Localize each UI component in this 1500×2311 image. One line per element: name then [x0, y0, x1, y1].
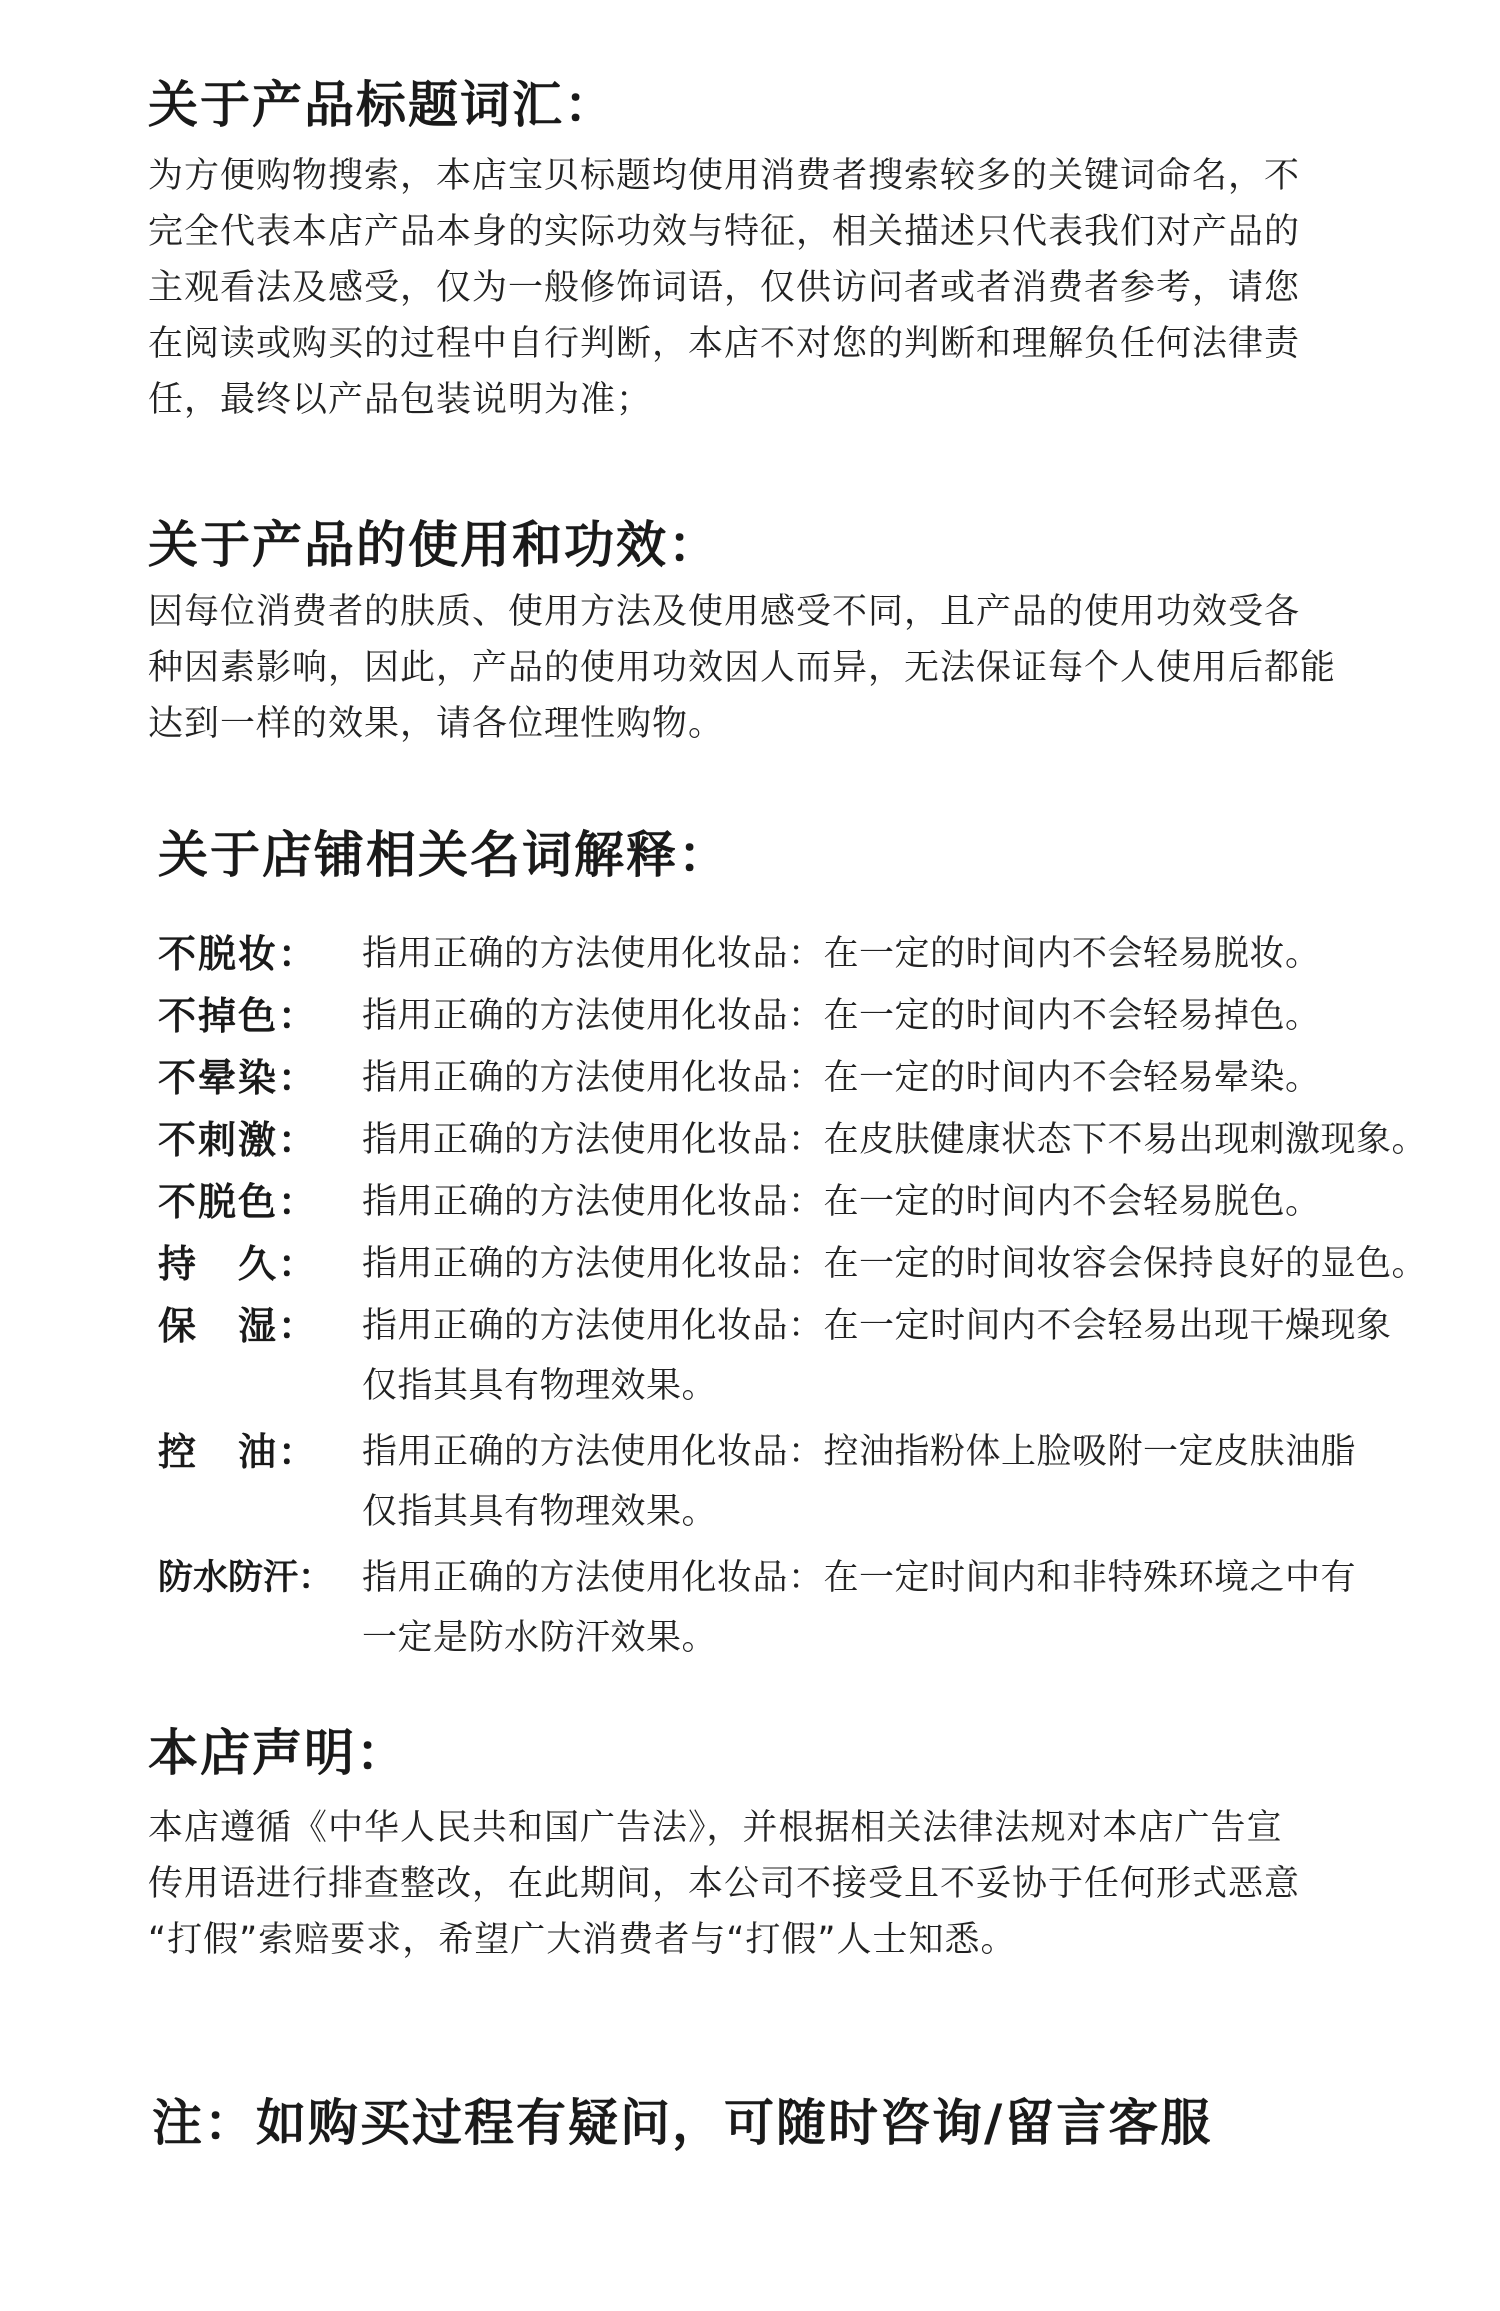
term-label: 不脱妆： — [158, 932, 319, 976]
paragraph-line: 主观看法及感受，仅为一般修饰词语，仅供访问者或者消费者参考，请您 — [148, 268, 1301, 308]
term-row — [158, 1110, 1488, 1172]
term-label — [158, 1296, 318, 1356]
terms-list — [158, 924, 1488, 1674]
term-definition-line: 指用正确的方法使用化妆品：在一定的时间内不会轻易脱色。 — [362, 1182, 1321, 1222]
term-label — [158, 1422, 318, 1482]
term-label-part: 保 — [158, 1304, 199, 1348]
term-label: 不晕染： — [158, 1056, 319, 1100]
term-definition — [362, 1048, 1321, 1108]
paragraph-statement — [148, 1800, 1368, 1968]
term-definition-line: 指用正确的方法使用化妆品：在皮肤健康状态下不易出现刺激现象。 — [362, 1120, 1428, 1160]
term-row — [158, 1548, 1488, 1674]
term-label: 不刺激： — [158, 1118, 319, 1162]
term-label: 不掉色： — [158, 994, 319, 1038]
term-row — [158, 1048, 1488, 1110]
paragraph-line: 达到一样的效果，请各位理性购物。 — [148, 704, 725, 744]
paragraph-line: 因每位消费者的肤质、使用方法及使用感受不同，且产品的使用功效受各 — [148, 592, 1301, 632]
term-definition — [362, 1172, 1321, 1232]
term-definition — [362, 1422, 1356, 1542]
paragraph-line: “打假”索赔要求，希望广大消费者与“打假”人士知悉。 — [148, 1920, 1017, 1960]
paragraph-line: 在阅读或购买的过程中自行判断，本店不对您的判断和理解负任何法律责 — [148, 324, 1301, 364]
term-label: 不脱色： — [158, 1180, 319, 1224]
term-definition-line: 指用正确的方法使用化妆品：在一定的时间妆容会保持良好的显色。 — [362, 1244, 1428, 1284]
paragraph-line: 为方便购物搜索，本店宝贝标题均使用消费者搜索较多的关键词命名，不 — [148, 156, 1301, 196]
paragraph-line: 种因素影响，因此，产品的使用功效因人而异，无法保证每个人使用后都能 — [148, 648, 1337, 688]
term-definition-line: 仅指其具有物理效果。 — [362, 1492, 718, 1532]
paragraph-line: 完全代表本店产品本身的实际功效与特征，相关描述只代表我们对产品的 — [148, 212, 1301, 252]
term-row — [158, 1296, 1488, 1422]
term-definition — [362, 1110, 1427, 1170]
term-definition — [362, 1234, 1427, 1294]
term-row — [158, 986, 1488, 1048]
heading-title-words: 关于产品标题词汇： — [148, 76, 616, 134]
footer-note: 注：如购买过程有疑问，可随时咨询/留言客服 — [152, 2094, 1213, 2152]
paragraph-line: 本店遵循《中华人民共和国广告法》，并根据相关法律法规对本店广告宣 — [148, 1808, 1283, 1848]
term-row — [158, 1172, 1488, 1234]
term-definition-line: 指用正确的方法使用化妆品：在一定的时间内不会轻易脱妆。 — [362, 934, 1321, 974]
term-label-part: 持 — [158, 1242, 199, 1286]
term-label — [158, 1234, 318, 1294]
term-definition-line: 指用正确的方法使用化妆品：在一定时间内不会轻易出现干燥现象 — [362, 1306, 1392, 1346]
term-definition-line: 指用正确的方法使用化妆品：控油指粉体上脸吸附一定皮肤油脂 — [362, 1432, 1357, 1472]
term-label: 防水防汗： — [158, 1558, 334, 1598]
term-definition — [362, 1296, 1392, 1416]
term-definition-line: 指用正确的方法使用化妆品：在一定的时间内不会轻易晕染。 — [362, 1058, 1321, 1098]
term-definition — [362, 1548, 1356, 1668]
term-definition — [362, 924, 1321, 984]
term-label-part: 控 — [158, 1430, 199, 1474]
term-row — [158, 924, 1488, 986]
term-row — [158, 1422, 1488, 1548]
term-definition — [362, 986, 1321, 1046]
term-label-part: 久： — [237, 1242, 318, 1286]
term-definition-line: 指用正确的方法使用化妆品：在一定的时间内不会轻易掉色。 — [362, 996, 1321, 1036]
term-label-part: 油： — [237, 1430, 318, 1474]
paragraph-line: 任，最终以产品包装说明为准； — [148, 380, 653, 420]
term-definition-line: 指用正确的方法使用化妆品：在一定时间内和非特殊环境之中有 — [362, 1558, 1357, 1598]
heading-usage: 关于产品的使用和功效： — [148, 516, 720, 574]
term-row — [158, 1234, 1488, 1296]
term-definition-line: 仅指其具有物理效果。 — [362, 1366, 718, 1406]
paragraph-title-words — [148, 148, 1368, 428]
heading-terms: 关于店铺相关名词解释： — [158, 826, 730, 884]
term-label-part: 湿： — [237, 1304, 318, 1348]
heading-statement: 本店声明： — [148, 1724, 408, 1782]
paragraph-usage — [148, 584, 1368, 752]
paragraph-line: 传用语进行排查整改，在此期间，本公司不接受且不妥协于任何形式恶意 — [148, 1864, 1301, 1904]
term-definition-line: 一定是防水防汗效果。 — [362, 1618, 718, 1658]
